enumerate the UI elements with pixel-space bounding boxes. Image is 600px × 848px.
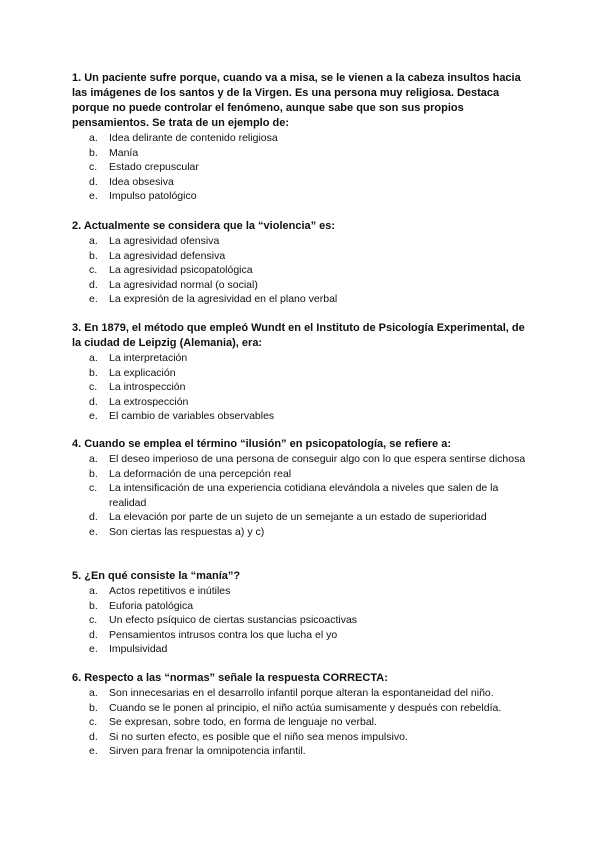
option-letter: d. — [89, 395, 98, 408]
option-letter: b. — [89, 599, 98, 612]
option-letter: c. — [89, 482, 98, 495]
option-letter: b. — [89, 146, 98, 159]
option-text: Euforia patológica — [109, 599, 194, 612]
question-3 — [72, 321, 534, 424]
options-list — [72, 131, 534, 204]
option-b — [72, 599, 534, 614]
option-text: Cuando se le ponen al principio, el niño actúa sumisamente y después con rebeldía. — [109, 701, 502, 714]
option-letter: a. — [89, 235, 98, 247]
option-letter: e. — [89, 525, 98, 538]
option-text: Impulso patológico — [109, 190, 197, 203]
option-a — [72, 452, 534, 467]
option-text: Si no surten efecto, es posible que el niño sea menos impulsivo. — [109, 730, 408, 743]
options-list — [72, 351, 534, 424]
option-text: La elevación por parte de un sujeto de un semejante a un estado de superioridad — [109, 511, 487, 524]
question-4 — [72, 437, 534, 540]
option-text: Pensamientos intrusos contra los que lucha el yo — [109, 628, 338, 641]
question-text: 3. En 1879, el método que empleó Wundt en el Instituto de Psicología Experimental, de la ciudad de Leipzig (Alemania), era: — [72, 322, 525, 349]
option-b — [72, 366, 534, 381]
options-list — [72, 452, 534, 540]
option-text: Idea delirante de contenido religiosa — [109, 132, 278, 144]
question-6 — [72, 671, 534, 759]
option-letter: a. — [89, 585, 98, 597]
option-c — [72, 613, 534, 628]
question-text: 1. Un paciente sufre porque, cuando va a misa, se le vienen a la cabeza insultos hacia las imágenes de los santos y de la Virgen. Es una persona muy religiosa. Destaca porque no puede controlar el fenómeno, aunque sabe que son sus propios pensamientos. Se trata de un ejemplo de: — [72, 72, 521, 129]
option-c — [72, 263, 534, 278]
option-letter: c. — [89, 161, 98, 174]
option-text: La extrospección — [109, 395, 189, 408]
option-letter: e. — [89, 410, 98, 423]
option-letter: c. — [89, 614, 98, 627]
option-letter: d. — [89, 278, 98, 291]
option-text: Son innecesarias en el desarrollo infantil porque alteran la espontaneidad del niño. — [109, 687, 494, 699]
question-5 — [72, 569, 534, 657]
option-letter: b. — [89, 467, 98, 480]
option-letter: e. — [89, 745, 98, 758]
option-letter: a. — [89, 132, 98, 144]
option-d — [72, 730, 534, 745]
option-text: La intensificación de una experiencia cotidiana elevándola a niveles que salen de la realidad — [109, 482, 499, 509]
question-1 — [72, 71, 534, 204]
question-text: 5. ¿En qué consiste la “manía”? — [72, 570, 241, 582]
question-text: 2. Actualmente se considera que la “violencia” es: — [72, 220, 336, 232]
option-letter: b. — [89, 249, 98, 262]
option-a — [72, 584, 534, 599]
option-text: Idea obsesiva — [109, 175, 174, 188]
option-text: Impulsividad — [109, 643, 168, 656]
option-a — [72, 351, 534, 366]
option-letter: e. — [89, 293, 98, 306]
option-text: La deformación de una percepción real — [109, 467, 292, 480]
option-d — [72, 278, 534, 293]
question-2 — [72, 219, 534, 307]
option-text: Son ciertas las respuestas a) y c) — [109, 525, 265, 538]
question-text: 4. Cuando se emplea el término “ilusión” en psicopatología, se refiere a: — [72, 438, 451, 450]
option-text: La explicación — [109, 366, 176, 379]
option-letter: d. — [89, 511, 98, 524]
option-letter: d. — [89, 628, 98, 641]
option-text: Se expresan, sobre todo, en forma de lenguaje no verbal. — [109, 716, 377, 729]
option-c — [72, 160, 534, 175]
option-text: El cambio de variables observables — [109, 410, 275, 423]
options-list — [72, 686, 534, 759]
option-text: La introspección — [109, 381, 186, 394]
option-text: La agresividad defensiva — [109, 249, 226, 262]
option-text: Manía — [109, 146, 139, 159]
option-d — [72, 510, 534, 525]
option-text: La agresividad normal (o social) — [109, 278, 258, 291]
option-letter: b. — [89, 366, 98, 379]
option-b — [72, 146, 534, 161]
option-e — [72, 525, 534, 540]
options-list — [72, 234, 534, 307]
options-list — [72, 584, 534, 657]
option-c — [72, 380, 534, 395]
option-text: Actos repetitivos e inútiles — [109, 585, 231, 597]
option-c — [72, 715, 534, 730]
option-text: El deseo imperioso de una persona de conseguir algo con lo que espera sentirse dichosa — [109, 453, 526, 465]
option-text: La expresión de la agresividad en el plano verbal — [109, 293, 338, 306]
option-text: La agresividad psicopatológica — [109, 264, 253, 277]
option-b — [72, 701, 534, 716]
option-e — [72, 744, 534, 759]
question-text: 6. Respecto a las “normas” señale la respuesta CORRECTA: — [72, 672, 388, 684]
option-text: Estado crepuscular — [109, 161, 199, 174]
option-e — [72, 189, 534, 204]
option-letter: c. — [89, 264, 98, 277]
option-a — [72, 234, 534, 249]
option-letter: b. — [89, 701, 98, 714]
option-letter: e. — [89, 643, 98, 656]
option-letter: d. — [89, 175, 98, 188]
option-letter: e. — [89, 190, 98, 203]
option-text: Sirven para frenar la omnipotencia infantil. — [109, 745, 306, 758]
option-d — [72, 628, 534, 643]
option-letter: a. — [89, 687, 98, 699]
option-a — [72, 686, 534, 701]
option-text: Un efecto psíquico de ciertas sustancias psicoactivas — [109, 614, 358, 627]
option-b — [72, 467, 534, 482]
option-text: La interpretación — [109, 352, 188, 364]
option-e — [72, 409, 534, 424]
option-letter: a. — [89, 352, 98, 364]
option-e — [72, 292, 534, 307]
option-letter: a. — [89, 453, 98, 465]
option-d — [72, 175, 534, 190]
option-letter: c. — [89, 381, 98, 394]
option-letter: d. — [89, 730, 98, 743]
option-d — [72, 395, 534, 410]
option-a — [72, 131, 534, 146]
option-b — [72, 249, 534, 264]
option-letter: c. — [89, 716, 98, 729]
option-e — [72, 642, 534, 657]
option-text: La agresividad ofensiva — [109, 235, 220, 247]
option-c — [72, 481, 534, 510]
